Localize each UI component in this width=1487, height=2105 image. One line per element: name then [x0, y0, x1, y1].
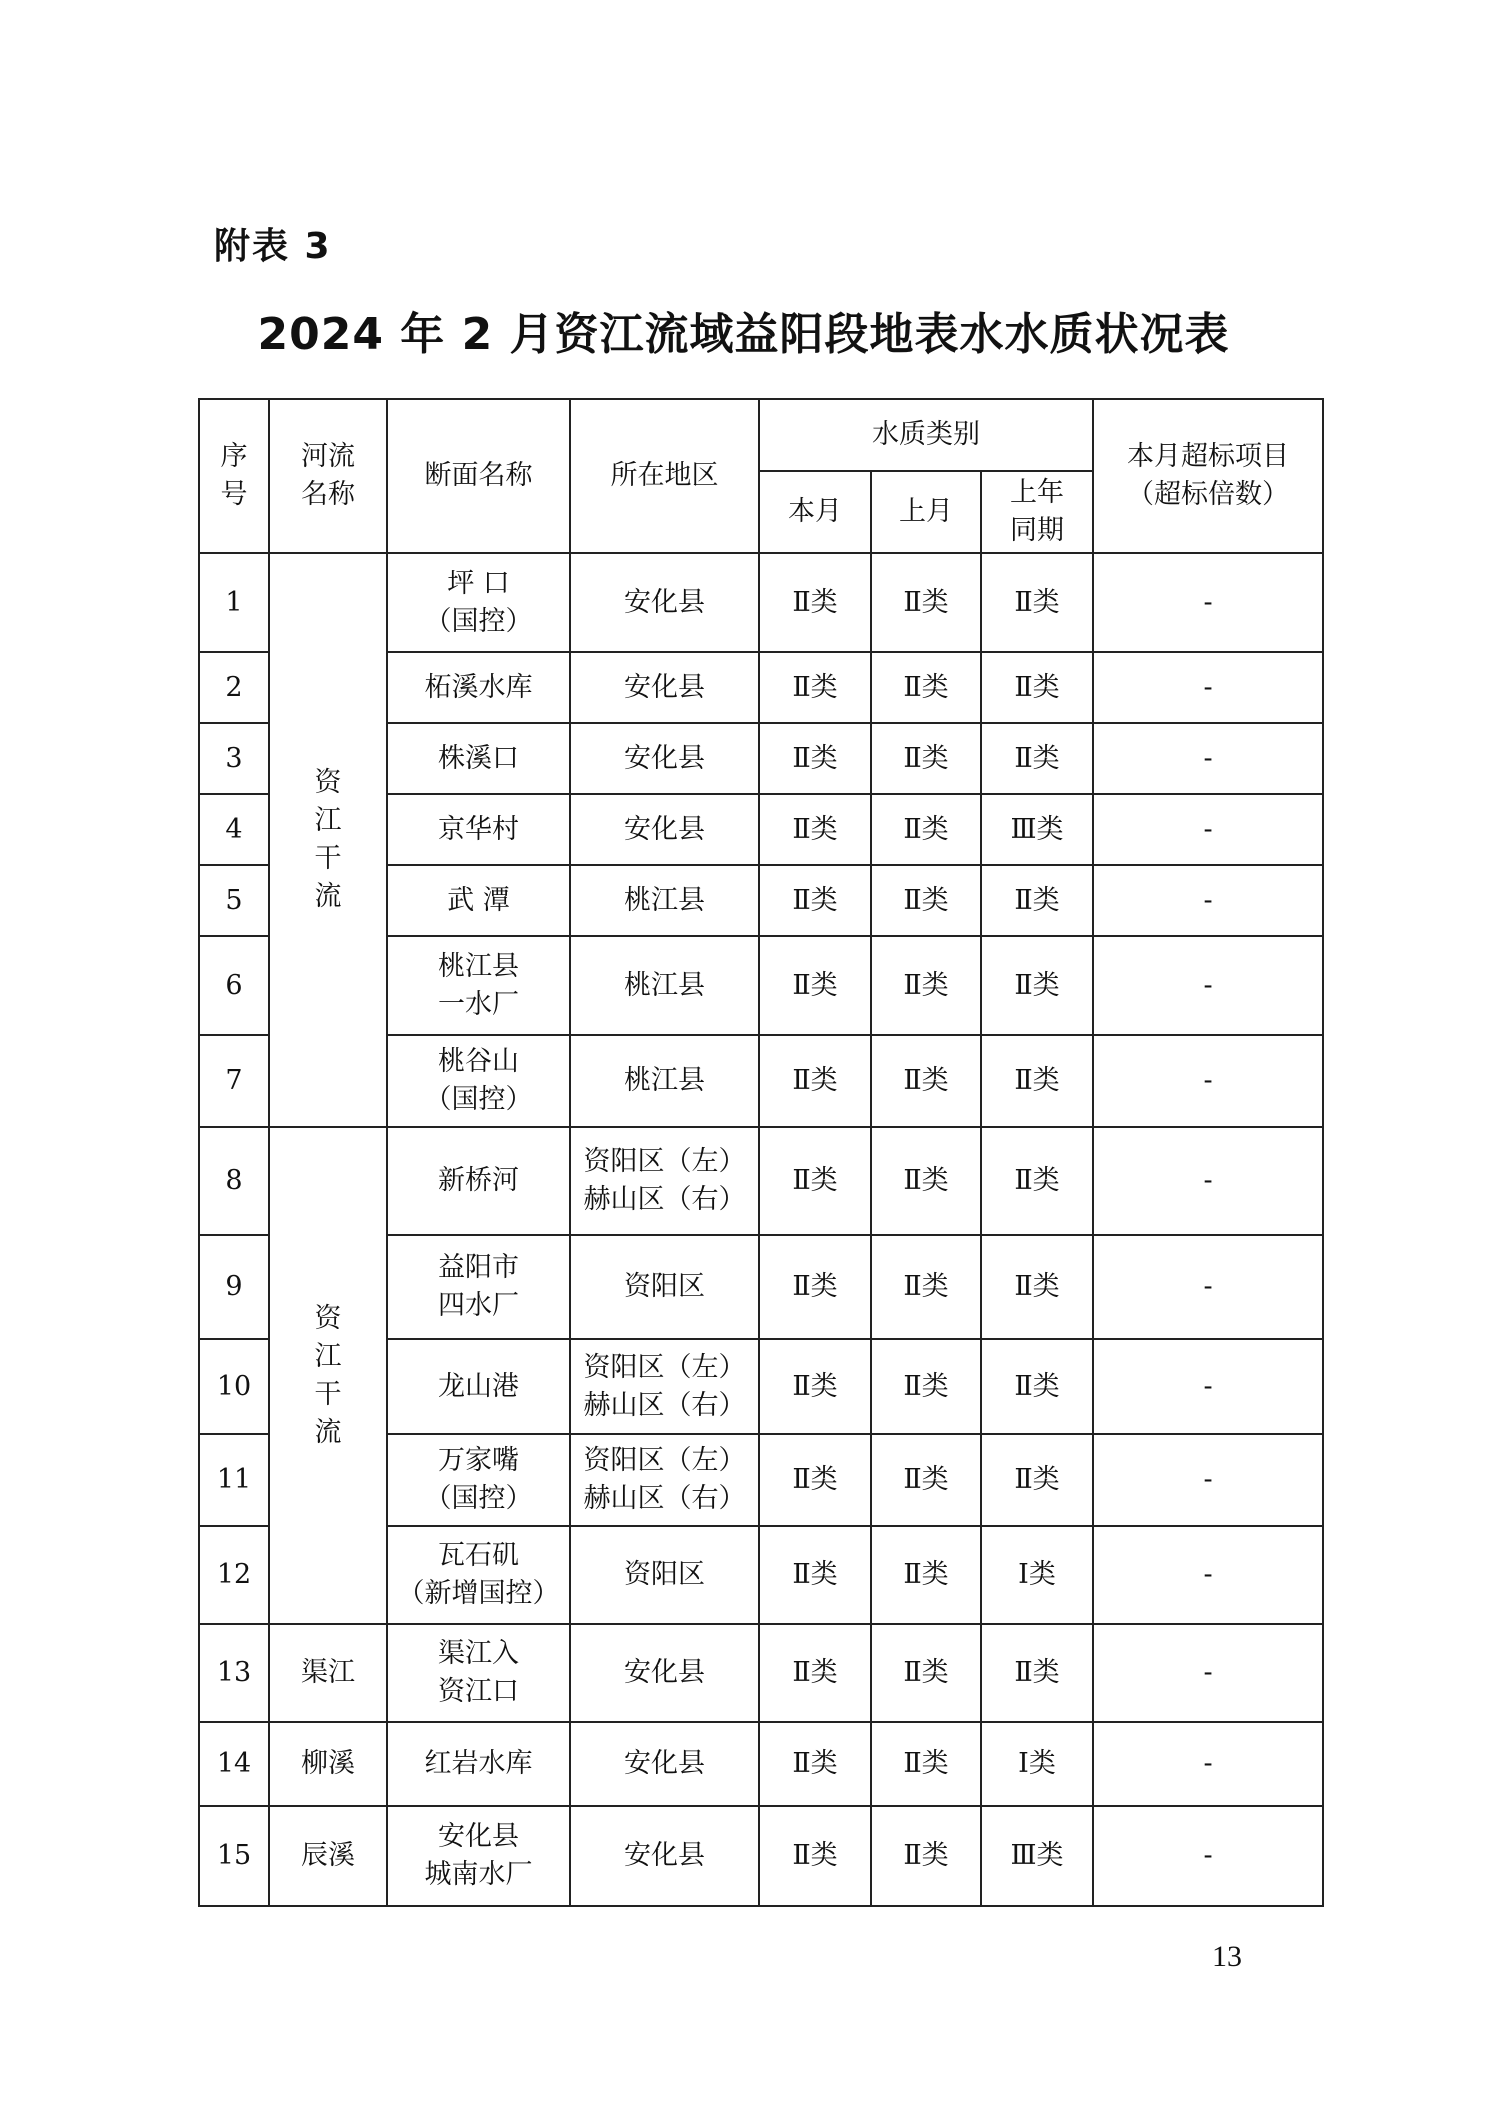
header-last-month: 上月: [871, 471, 981, 553]
row-last-month: Ⅱ类: [871, 723, 981, 794]
row-last-month: Ⅱ类: [871, 794, 981, 865]
row-this-month: Ⅱ类: [759, 1235, 871, 1339]
row-last-year: Ⅱ类: [981, 936, 1093, 1035]
row-seq: 4: [199, 794, 269, 865]
row-this-month: Ⅱ类: [759, 865, 871, 936]
row-this-month: Ⅱ类: [759, 1624, 871, 1722]
water-quality-table: [198, 398, 1324, 1907]
row-exceed: -: [1093, 1235, 1323, 1339]
river-name-cell: 资 江 干 流: [269, 1127, 387, 1624]
row-this-month: Ⅱ类: [759, 794, 871, 865]
river-name-cell: 辰溪: [269, 1806, 387, 1906]
row-last-month: Ⅱ类: [871, 1624, 981, 1722]
row-exceed: -: [1093, 1526, 1323, 1624]
row-section: 龙山港: [387, 1339, 570, 1434]
row-region: 桃江县: [570, 1035, 759, 1127]
row-region: 资阳区（左） 赫山区（右）: [570, 1127, 759, 1235]
row-this-month: Ⅱ类: [759, 936, 871, 1035]
row-seq: 14: [199, 1722, 269, 1806]
row-exceed: -: [1093, 652, 1323, 723]
row-last-month: Ⅱ类: [871, 1722, 981, 1806]
header-last-year: 上年 同期: [981, 471, 1093, 553]
row-seq: 2: [199, 652, 269, 723]
table-row: [199, 1722, 1323, 1806]
row-last-year: Ⅱ类: [981, 1035, 1093, 1127]
row-last-month: Ⅱ类: [871, 1035, 981, 1127]
row-exceed: -: [1093, 1624, 1323, 1722]
row-this-month: Ⅱ类: [759, 1035, 871, 1127]
row-last-month: Ⅱ类: [871, 1235, 981, 1339]
river-name-cell: 柳溪: [269, 1722, 387, 1806]
row-section: 柘溪水库: [387, 652, 570, 723]
row-last-year: Ⅱ类: [981, 865, 1093, 936]
table-row: [199, 1127, 1323, 1235]
row-last-year: Ⅱ类: [981, 723, 1093, 794]
row-last-year: Ⅱ类: [981, 1127, 1093, 1235]
header-quality-group: 水质类别: [759, 399, 1093, 471]
row-last-month: Ⅱ类: [871, 1806, 981, 1906]
row-this-month: Ⅱ类: [759, 1806, 871, 1906]
row-exceed: -: [1093, 723, 1323, 794]
row-last-year: Ⅱ类: [981, 1624, 1093, 1722]
row-last-year: Ⅱ类: [981, 1434, 1093, 1526]
row-last-year: Ⅰ类: [981, 1722, 1093, 1806]
row-seq: 3: [199, 723, 269, 794]
table-row: [199, 553, 1323, 652]
row-last-year: Ⅱ类: [981, 1339, 1093, 1434]
row-exceed: -: [1093, 1339, 1323, 1434]
row-seq: 8: [199, 1127, 269, 1235]
row-section: 渠江入 资江口: [387, 1624, 570, 1722]
river-name-cell: 资 江 干 流: [269, 553, 387, 1127]
row-exceed: -: [1093, 1035, 1323, 1127]
river-name-cell: 渠江: [269, 1624, 387, 1722]
row-section: 新桥河: [387, 1127, 570, 1235]
header-seq: 序 号: [199, 399, 269, 553]
row-this-month: Ⅱ类: [759, 723, 871, 794]
header-exceed: 本月超标项目 （超标倍数）: [1093, 399, 1323, 553]
row-region: 安化县: [570, 794, 759, 865]
row-region: 安化县: [570, 723, 759, 794]
row-last-month: Ⅱ类: [871, 553, 981, 652]
appendix-label: 附表 3: [214, 226, 332, 267]
row-region: 安化县: [570, 1624, 759, 1722]
row-last-year: Ⅲ类: [981, 794, 1093, 865]
row-last-month: Ⅱ类: [871, 1434, 981, 1526]
row-last-year: Ⅰ类: [981, 1526, 1093, 1624]
row-seq: 15: [199, 1806, 269, 1906]
row-region: 资阳区（左） 赫山区（右）: [570, 1339, 759, 1434]
row-last-month: Ⅱ类: [871, 652, 981, 723]
row-exceed: -: [1093, 1127, 1323, 1235]
row-last-year: Ⅱ类: [981, 1235, 1093, 1339]
row-seq: 7: [199, 1035, 269, 1127]
row-this-month: Ⅱ类: [759, 652, 871, 723]
header-river: 河流 名称: [269, 399, 387, 553]
row-section: 红岩水库: [387, 1722, 570, 1806]
row-region: 安化县: [570, 1806, 759, 1906]
row-this-month: Ⅱ类: [759, 1434, 871, 1526]
row-section: 京华村: [387, 794, 570, 865]
row-seq: 13: [199, 1624, 269, 1722]
row-seq: 11: [199, 1434, 269, 1526]
header-region: 所在地区: [570, 399, 759, 553]
row-section: 安化县 城南水厂: [387, 1806, 570, 1906]
row-this-month: Ⅱ类: [759, 1722, 871, 1806]
row-exceed: -: [1093, 1722, 1323, 1806]
header-section: 断面名称: [387, 399, 570, 553]
row-exceed: -: [1093, 936, 1323, 1035]
row-this-month: Ⅱ类: [759, 1339, 871, 1434]
row-last-year: Ⅱ类: [981, 553, 1093, 652]
row-this-month: Ⅱ类: [759, 553, 871, 652]
row-seq: 6: [199, 936, 269, 1035]
row-last-month: Ⅱ类: [871, 936, 981, 1035]
row-region: 安化县: [570, 652, 759, 723]
row-region: 资阳区（左） 赫山区（右）: [570, 1434, 759, 1526]
row-section: 益阳市 四水厂: [387, 1235, 570, 1339]
row-last-year: Ⅱ类: [981, 652, 1093, 723]
document-title: 2024 年 2 月资江流域益阳段地表水水质状况表: [257, 309, 1230, 360]
row-region: 桃江县: [570, 936, 759, 1035]
header-this-month: 本月: [759, 471, 871, 553]
row-last-month: Ⅱ类: [871, 1339, 981, 1434]
row-section: 桃江县 一水厂: [387, 936, 570, 1035]
row-exceed: -: [1093, 1434, 1323, 1526]
row-exceed: -: [1093, 553, 1323, 652]
row-region: 桃江县: [570, 865, 759, 936]
row-section: 桃谷山 （国控）: [387, 1035, 570, 1127]
row-exceed: -: [1093, 794, 1323, 865]
row-section: 武 潭: [387, 865, 570, 936]
page-number: 13: [1212, 1940, 1242, 1973]
row-last-month: Ⅱ类: [871, 1127, 981, 1235]
row-seq: 9: [199, 1235, 269, 1339]
row-region: 安化县: [570, 553, 759, 652]
row-section: 万家嘴 （国控）: [387, 1434, 570, 1526]
row-last-month: Ⅱ类: [871, 865, 981, 936]
row-seq: 10: [199, 1339, 269, 1434]
row-region: 资阳区: [570, 1526, 759, 1624]
row-region: 安化县: [570, 1722, 759, 1806]
row-seq: 12: [199, 1526, 269, 1624]
row-this-month: Ⅱ类: [759, 1127, 871, 1235]
row-exceed: -: [1093, 865, 1323, 936]
row-seq: 1: [199, 553, 269, 652]
row-last-month: Ⅱ类: [871, 1526, 981, 1624]
row-section: 株溪口: [387, 723, 570, 794]
row-exceed: -: [1093, 1806, 1323, 1906]
row-region: 资阳区: [570, 1235, 759, 1339]
table-row: [199, 1624, 1323, 1722]
row-section: 瓦石矶 （新增国控）: [387, 1526, 570, 1624]
table-row: [199, 1806, 1323, 1906]
row-this-month: Ⅱ类: [759, 1526, 871, 1624]
row-section: 坪 口 （国控）: [387, 553, 570, 652]
row-seq: 5: [199, 865, 269, 936]
row-last-year: Ⅲ类: [981, 1806, 1093, 1906]
